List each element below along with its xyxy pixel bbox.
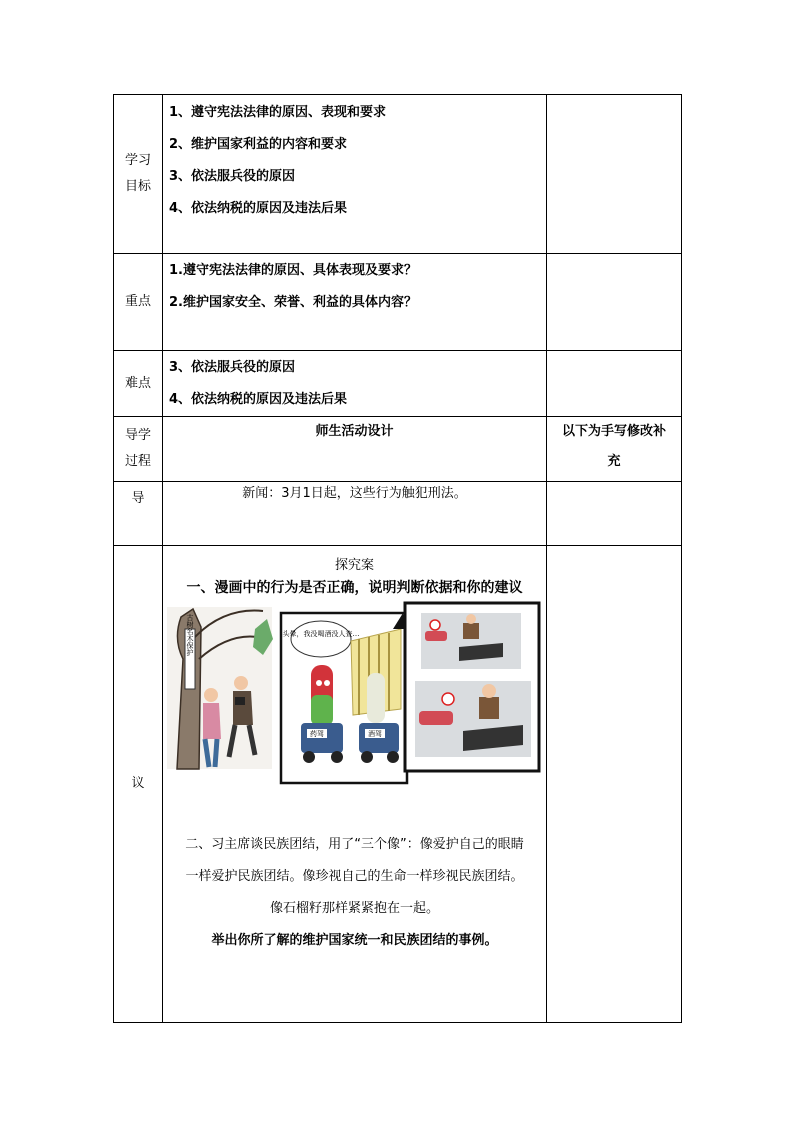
section-two-line: 二、习主席谈民族团结，用了“三个像”：像爱护自己的眼睛 <box>185 837 524 852</box>
notes-cell <box>547 351 682 417</box>
car-left-label: 药驾 <box>310 730 324 738</box>
difficulties-list <box>163 351 547 417</box>
activity-design-header: 师生活动设计 <box>163 417 547 482</box>
objectives-label: 学习 目标 <box>114 95 163 254</box>
guide-row <box>114 482 682 546</box>
process-header-row <box>114 417 682 482</box>
objectives-row <box>114 95 682 254</box>
notes-cell <box>547 482 682 546</box>
discuss-content <box>163 546 547 1023</box>
lesson-plan-table <box>113 94 682 1023</box>
discuss-label: 议 <box>114 546 163 1023</box>
notes-cell <box>547 254 682 351</box>
key-point-item: 2.维护国家安全、荣誉、利益的具体内容？ <box>169 295 417 310</box>
cartoon-illustrations <box>163 599 545 789</box>
car-right-label: 酒驾 <box>368 730 382 738</box>
section-two-task: 举出你所了解的维护国家统一和民族团结的事例。 <box>211 933 498 948</box>
difficulties-label: 难点 <box>114 351 163 417</box>
key-points-label: 重点 <box>114 254 163 351</box>
section-title: 探究案 <box>334 558 374 573</box>
objective-item: 2、维护国家利益的内容和要求 <box>169 137 348 152</box>
tree-cartoon-image <box>167 607 273 769</box>
key-points-row <box>114 254 682 351</box>
section-two-line: 一样爱护民族团结。像珍视自己的生命一样珍视民族团结。 <box>185 869 524 884</box>
difficulty-item: 4、依法纳税的原因及违法后果 <box>169 392 348 407</box>
speech-bubble-text: 头晕，我没喝酒没人查… <box>282 630 360 638</box>
news-text: 新闻：3月1日起，这些行为触犯刑法。 <box>163 482 547 546</box>
objective-item: 4、依法纳税的原因及违法后果 <box>169 201 348 216</box>
section-one-question: 一、漫画中的行为是否正确，说明判断依据和你的建议 <box>186 580 523 596</box>
objectives-list <box>163 95 547 254</box>
difficulty-item: 3、依法服兵役的原因 <box>169 360 296 375</box>
railing-jump-cartoon-image <box>405 603 539 771</box>
drunk-driving-cartoon-image <box>281 613 407 783</box>
difficulties-row <box>114 351 682 417</box>
objective-item: 1、遵守宪法法律的原因、表现和要求 <box>169 105 387 120</box>
tree-sign-text: 古树名木保护 <box>186 614 194 656</box>
process-label: 导学 过程 <box>114 417 163 482</box>
notes-cell <box>547 546 682 1023</box>
key-point-item: 1.遵守宪法法律的原因、具体表现及要求？ <box>169 263 417 278</box>
objective-item: 3、依法服兵役的原因 <box>169 169 296 184</box>
discuss-row <box>114 546 682 1023</box>
notes-cell <box>547 95 682 254</box>
section-two-line: 像石榴籽那样紧紧抱在一起。 <box>269 901 439 916</box>
key-points-list <box>163 254 547 351</box>
handwritten-notes-header: 以下为手写修改补 充 <box>547 417 682 482</box>
guide-label: 导 <box>114 482 163 546</box>
